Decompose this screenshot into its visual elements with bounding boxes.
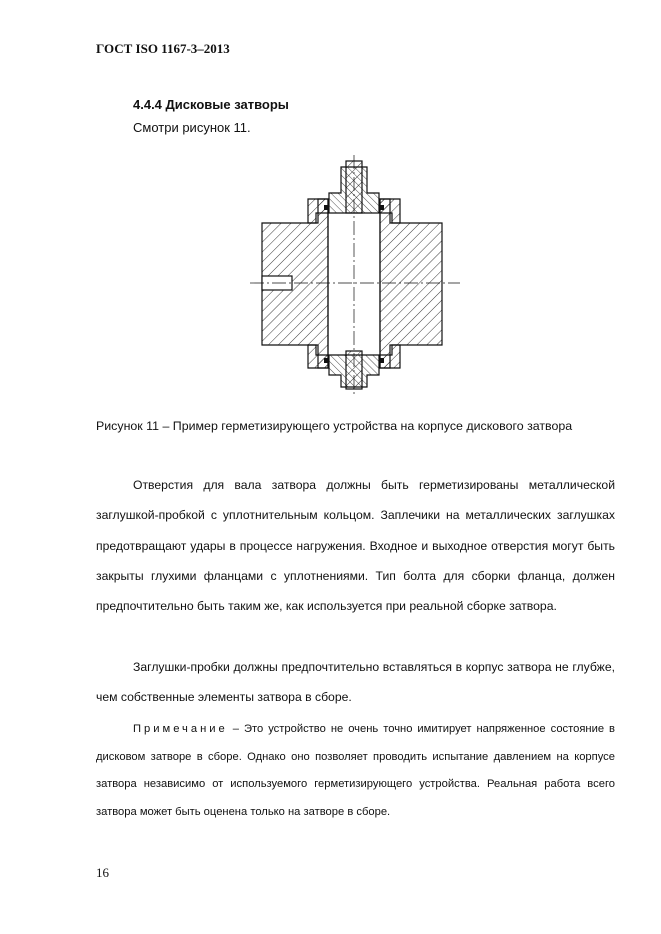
figure-reference: Смотри рисунок 11.: [133, 120, 251, 135]
sealing-device-drawing: [250, 155, 460, 395]
section-title: 4.4.4 Дисковые затворы: [133, 97, 289, 112]
seal-ring: [324, 358, 329, 363]
page-number: 16: [96, 865, 109, 880]
seal-ring: [379, 205, 384, 210]
figure-caption: Рисунок 11 – Пример герметизирующего устройства на корпусе дискового затвора: [96, 419, 573, 433]
seal-ring: [379, 358, 384, 363]
body-right-section: [380, 199, 442, 368]
note: [96, 716, 615, 826]
paragraph: Отверстия для вала затвора должны быть герметизированы металлической заглушкой-пробкой с уплотнительным кольцом. Заплечики на металлических заглушках предотвращают удары в процессе нагружения. Входное и выходное отверстия могут быть закрыты глухими фланцами с уплотнениями. Тип болта для сборки фланца, должен предпочтительно быть таким же, как используется при реальной сборке затвора.: [96, 478, 615, 614]
seal-ring: [324, 205, 329, 210]
note-label: Примечание: [133, 723, 228, 735]
note-text: – Это устройство не очень точно имитирует напряженное состояние в дисковом затворе в сборе. Однако оно позволяет проводить испытание давлением на корпусе затвора независимо от используемого герметизирующего устройства. Реальная работа всего затвора может быть оценена только на затворе в сборе.: [96, 723, 615, 818]
document-header: ГОСТ ISO 1167-3–2013: [96, 41, 230, 56]
paragraph: Заглушки-пробки должны предпочтительно вставляться в корпус затвора не глубже, чем собственные элементы затвора в сборе.: [96, 660, 615, 705]
